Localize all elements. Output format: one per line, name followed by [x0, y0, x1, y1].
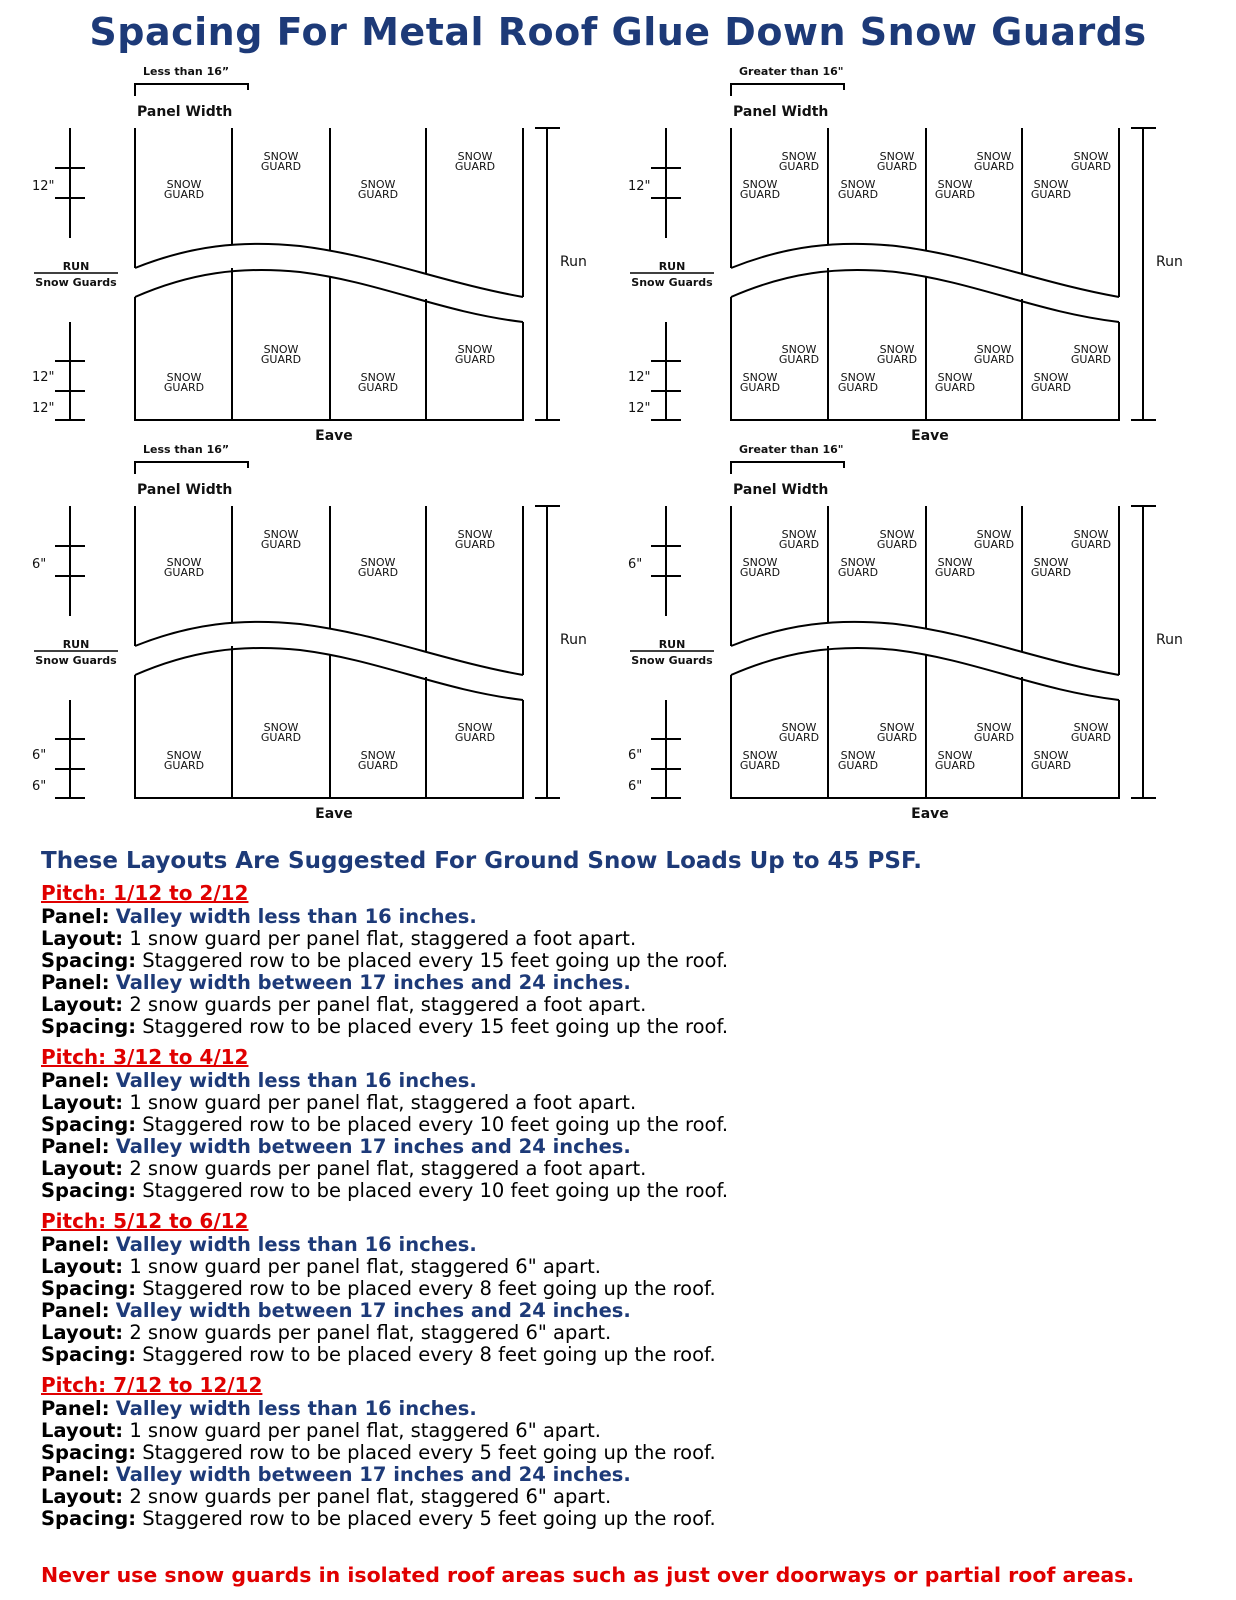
spec-line [41, 1180, 1231, 1202]
spec-value: Valley width between 17 inches and 24 inches. [115, 1463, 631, 1486]
spec-value: Valley width between 17 inches and 24 inches. [115, 1299, 631, 1322]
snow-guards-label: Snow Guards [631, 654, 713, 667]
panel-width-bracket [135, 84, 248, 96]
snow-guard-label: SNOW [781, 528, 817, 541]
spec-value: 1 snow guard per panel flat, staggered a foot apart. [129, 1091, 637, 1114]
snow-guard-label: SNOW [937, 371, 973, 384]
snow-guard-label: GUARD [934, 381, 976, 394]
snow-guard-label: SNOW [457, 343, 493, 356]
top-spacing-label: 6" [628, 557, 643, 572]
snow-guard-label: SNOW [742, 749, 778, 762]
snow-guard-label: SNOW [840, 371, 876, 384]
snow-guard-label: SNOW [937, 749, 973, 762]
snow-guard-label: GUARD [1070, 731, 1112, 744]
panel-width-label: Panel Width [137, 104, 233, 120]
spec-key: Spacing: [41, 1277, 137, 1300]
snow-guard-label: SNOW [937, 556, 973, 569]
spec-value: 1 snow guard per panel flat, staggered 6" apart. [129, 1255, 601, 1278]
spec-line [41, 1508, 1231, 1530]
snow-guard-label: SNOW [457, 150, 493, 163]
spec-value: Staggered row to be placed every 8 feet going up the roof. [142, 1277, 716, 1300]
spec-key: Layout: [41, 1419, 124, 1442]
snow-guard-label: SNOW [263, 721, 299, 734]
snow-guard-label: SNOW [840, 749, 876, 762]
snow-guard-label: SNOW [166, 178, 202, 191]
spec-key: Spacing: [41, 1015, 137, 1038]
spec-key: Layout: [41, 1255, 124, 1278]
snow-guard-label: GUARD [454, 538, 496, 551]
panel-width-note: Less than 16” [143, 65, 230, 78]
run-side-label: Run [560, 632, 587, 648]
snow-guard-label: SNOW [742, 178, 778, 191]
spec-value: 2 snow guards per panel flat, staggered 6" apart. [129, 1321, 612, 1344]
spec-value: Staggered row to be placed every 15 feet going up the roof. [142, 949, 729, 972]
run-label: RUN [62, 638, 90, 651]
spec-key: Panel: [41, 1397, 110, 1420]
snow-guard-label: SNOW [976, 528, 1012, 541]
spec-line [41, 1092, 1231, 1114]
spec-line [41, 1420, 1231, 1442]
snow-guard-label: GUARD [934, 759, 976, 772]
spec-line [41, 1114, 1231, 1136]
snow-guard-label: GUARD [260, 731, 302, 744]
panel-width-note: Less than 16” [143, 443, 230, 456]
bottom-spacing-label: 6" [32, 748, 47, 763]
pitch-section [41, 880, 1231, 1038]
snow-guard-label: SNOW [1033, 749, 1069, 762]
spec-line [41, 972, 1231, 994]
spec-value: Valley width less than 16 inches. [115, 1397, 477, 1420]
snow-guard-label: SNOW [976, 721, 1012, 734]
pitch-section [41, 1044, 1231, 1202]
snow-guard-label: SNOW [879, 721, 915, 734]
eave-label: Eave [315, 806, 353, 822]
spec-key: Panel: [41, 1135, 110, 1158]
spec-line [41, 1464, 1231, 1486]
spec-value: 2 snow guards per panel flat, staggered a foot apart. [129, 993, 647, 1016]
snow-guard-label: GUARD [1030, 566, 1072, 579]
eave-label: Eave [911, 806, 949, 822]
spec-value: Valley width less than 16 inches. [115, 1233, 477, 1256]
panel-width-note: Greater than 16" [739, 65, 844, 78]
spec-key: Spacing: [41, 1441, 137, 1464]
snow-guard-label: SNOW [457, 721, 493, 734]
snow-guards-label: Snow Guards [35, 276, 117, 289]
top-spacing-label: 6" [32, 557, 47, 572]
spec-key: Panel: [41, 1069, 110, 1092]
eave-label: Eave [911, 428, 949, 444]
bottom-spacing-label: 12" [32, 401, 55, 416]
spec-key: Layout: [41, 993, 124, 1016]
snow-guard-label: GUARD [973, 538, 1015, 551]
snow-guard-label: GUARD [163, 188, 205, 201]
pitch-section [41, 1208, 1231, 1366]
bottom-spacing-label: 6" [628, 779, 643, 794]
warning-text: Never use snow guards in isolated roof areas such as just over doorways or partial roof areas. [41, 1563, 1135, 1587]
spec-key: Panel: [41, 1233, 110, 1256]
diagram-geometry [630, 462, 1156, 798]
spec-key: Panel: [41, 1299, 110, 1322]
spec-value: Staggered row to be placed every 15 feet going up the roof. [142, 1015, 729, 1038]
snow-guard-label: SNOW [976, 343, 1012, 356]
snow-guards-label: Snow Guards [631, 276, 713, 289]
snow-guard-label: SNOW [781, 150, 817, 163]
snow-guard-label: GUARD [973, 731, 1015, 744]
snow-guard-label: GUARD [837, 566, 879, 579]
snow-guard-label: SNOW [360, 371, 396, 384]
layout-notes [41, 848, 1231, 1530]
snow-guard-label: SNOW [360, 178, 396, 191]
snow-guard-label: GUARD [1070, 160, 1112, 173]
snow-guard-label: GUARD [778, 160, 820, 173]
snow-guard-label: GUARD [876, 538, 918, 551]
snow-guard-label: SNOW [1073, 343, 1109, 356]
snow-guard-label: GUARD [973, 353, 1015, 366]
pitch-heading: Pitch: 5/12 to 6/12 [41, 1209, 249, 1233]
snow-guard-label: SNOW [166, 371, 202, 384]
snow-guard-label: SNOW [1033, 371, 1069, 384]
bottom-spacing-label: 6" [628, 748, 643, 763]
snow-guard-label: GUARD [454, 353, 496, 366]
snow-guard-label: SNOW [1073, 150, 1109, 163]
snow-guard-label: GUARD [778, 731, 820, 744]
spec-value: Staggered row to be placed every 8 feet going up the roof. [142, 1343, 716, 1366]
spec-line [41, 906, 1231, 928]
spec-line [41, 1256, 1231, 1278]
snow-guard-label: SNOW [263, 150, 299, 163]
panel-width-label: Panel Width [137, 482, 233, 498]
snow-guard-label: SNOW [742, 371, 778, 384]
spec-line [41, 950, 1231, 972]
spec-value: 1 snow guard per panel flat, staggered 6" apart. [129, 1419, 601, 1442]
spec-line [41, 1070, 1231, 1092]
snow-guard-label: SNOW [360, 556, 396, 569]
diagram-canvas [596, 438, 1216, 888]
bottom-spacing-label: 12" [628, 401, 651, 416]
snow-guard-label: GUARD [837, 759, 879, 772]
run-label: RUN [658, 260, 686, 273]
bottom-spacing-label: 6" [32, 779, 47, 794]
pitch-heading: Pitch: 7/12 to 12/12 [41, 1373, 263, 1397]
snow-guard-label: GUARD [454, 160, 496, 173]
snow-guard-label: GUARD [934, 566, 976, 579]
snow-guard-label: GUARD [876, 160, 918, 173]
snow-guard-label: GUARD [876, 731, 918, 744]
run-label: RUN [658, 638, 686, 651]
spec-key: Panel: [41, 905, 110, 928]
bottom-spacing-label: 12" [32, 370, 55, 385]
page-title: Spacing For Metal Roof Glue Down Snow Guards [89, 10, 1147, 54]
bottom-spacing-label: 12" [628, 370, 651, 385]
snow-guard-label: GUARD [739, 381, 781, 394]
panel-width-bracket [731, 462, 844, 474]
snow-guard-label: SNOW [976, 150, 1012, 163]
spec-key: Panel: [41, 1463, 110, 1486]
snow-guard-label: GUARD [163, 759, 205, 772]
diagram-geometry [34, 84, 560, 420]
snow-guard-label: SNOW [840, 178, 876, 191]
snow-guard-label: GUARD [1070, 353, 1112, 366]
snow-guard-label: SNOW [840, 556, 876, 569]
snow-guard-label: GUARD [260, 160, 302, 173]
snow-guard-label: GUARD [163, 566, 205, 579]
spec-key: Layout: [41, 1321, 124, 1344]
spec-value: Staggered row to be placed every 5 feet going up the roof. [142, 1441, 716, 1464]
snow-guard-label: SNOW [1033, 556, 1069, 569]
snow-guard-label: GUARD [357, 188, 399, 201]
spec-value: Valley width between 17 inches and 24 inches. [115, 971, 631, 994]
snow-guard-label: GUARD [739, 759, 781, 772]
run-label: RUN [62, 260, 90, 273]
snow-guard-label: SNOW [781, 343, 817, 356]
diagram-geometry [630, 84, 1156, 420]
snow-guard-label: GUARD [163, 381, 205, 394]
snow-guard-label: GUARD [1030, 759, 1072, 772]
spec-line [41, 928, 1231, 950]
snow-guard-label: GUARD [837, 381, 879, 394]
snow-guard-label: GUARD [357, 381, 399, 394]
spec-line [41, 1300, 1231, 1322]
spec-value: Valley width less than 16 inches. [115, 905, 477, 928]
run-side-label: Run [1156, 632, 1183, 648]
notes-heading: These Layouts Are Suggested For Ground Snow Loads Up to 45 PSF. [41, 848, 923, 874]
snow-guard-label: SNOW [1033, 178, 1069, 191]
snow-guard-label: SNOW [742, 556, 778, 569]
spec-key: Layout: [41, 927, 124, 950]
snow-guard-label: GUARD [357, 759, 399, 772]
snow-guard-label: SNOW [166, 556, 202, 569]
snow-guards-label: Snow Guards [35, 654, 117, 667]
snow-guard-label: GUARD [260, 538, 302, 551]
top-spacing-label: 12" [32, 179, 55, 194]
spec-line [41, 1486, 1231, 1508]
panel-width-label: Panel Width [733, 482, 829, 498]
spec-value: 2 snow guards per panel flat, staggered a foot apart. [129, 1157, 647, 1180]
spec-key: Layout: [41, 1157, 124, 1180]
pitch-section [41, 1372, 1231, 1530]
spec-key: Spacing: [41, 949, 137, 972]
spec-line [41, 1158, 1231, 1180]
snow-guard-label: GUARD [739, 188, 781, 201]
spec-key: Spacing: [41, 1507, 137, 1530]
snow-guard-label: SNOW [781, 721, 817, 734]
spec-line [41, 1344, 1231, 1366]
snow-guard-label: GUARD [876, 353, 918, 366]
diagram-canvas [0, 438, 620, 888]
spec-line [41, 1016, 1231, 1038]
snow-guard-label: GUARD [454, 731, 496, 744]
snow-guard-label: SNOW [263, 343, 299, 356]
panel-width-label: Panel Width [733, 104, 829, 120]
spec-key: Spacing: [41, 1113, 137, 1136]
snow-guard-label: GUARD [1070, 538, 1112, 551]
spec-value: 2 snow guards per panel flat, staggered 6" apart. [129, 1485, 612, 1508]
spec-key: Layout: [41, 1091, 124, 1114]
spec-line [41, 1136, 1231, 1158]
spec-line [41, 994, 1231, 1016]
snow-guard-label: GUARD [1030, 188, 1072, 201]
snow-guard-label: SNOW [360, 749, 396, 762]
snow-guard-label: GUARD [260, 353, 302, 366]
run-side-label: Run [1156, 254, 1183, 270]
eave-label: Eave [315, 428, 353, 444]
spec-key: Panel: [41, 971, 110, 994]
spec-key: Layout: [41, 1485, 124, 1508]
spec-value: Valley width less than 16 inches. [115, 1069, 477, 1092]
snow-guard-label: GUARD [1030, 381, 1072, 394]
top-spacing-label: 12" [628, 179, 651, 194]
spec-key: Spacing: [41, 1343, 137, 1366]
snow-guard-label: SNOW [1073, 721, 1109, 734]
snow-guard-label: SNOW [457, 528, 493, 541]
spec-line [41, 1278, 1231, 1300]
snow-guard-label: SNOW [263, 528, 299, 541]
spec-value: Staggered row to be placed every 10 feet going up the roof. [142, 1179, 729, 1202]
spec-value: Staggered row to be placed every 5 feet going up the roof. [142, 1507, 716, 1530]
spec-value: 1 snow guard per panel flat, staggered a foot apart. [129, 927, 637, 950]
snow-guard-label: GUARD [837, 188, 879, 201]
snow-guard-label: GUARD [934, 188, 976, 201]
spec-line [41, 1234, 1231, 1256]
run-side-label: Run [560, 254, 587, 270]
snow-guard-label: GUARD [778, 538, 820, 551]
snow-guard-label: SNOW [937, 178, 973, 191]
spec-value: Valley width between 17 inches and 24 inches. [115, 1135, 631, 1158]
panel-width-bracket [731, 84, 844, 96]
pitch-heading: Pitch: 3/12 to 4/12 [41, 1045, 249, 1069]
snow-guard-label: GUARD [739, 566, 781, 579]
panel-width-note: Greater than 16" [739, 443, 844, 456]
snow-guard-label: SNOW [879, 150, 915, 163]
spec-key: Spacing: [41, 1179, 137, 1202]
snow-guard-label: SNOW [166, 749, 202, 762]
snow-guard-label: GUARD [357, 566, 399, 579]
spec-line [41, 1398, 1231, 1420]
pitch-heading: Pitch: 1/12 to 2/12 [41, 881, 249, 905]
snow-guard-label: SNOW [879, 528, 915, 541]
snow-guard-label: GUARD [973, 160, 1015, 173]
spec-value: Staggered row to be placed every 10 feet going up the roof. [142, 1113, 729, 1136]
snow-guard-label: GUARD [778, 353, 820, 366]
diagram-geometry [34, 462, 560, 798]
panel-width-bracket [135, 462, 248, 474]
spec-line [41, 1322, 1231, 1344]
snow-guard-label: SNOW [1073, 528, 1109, 541]
snow-guard-label: SNOW [879, 343, 915, 356]
spec-line [41, 1442, 1231, 1464]
